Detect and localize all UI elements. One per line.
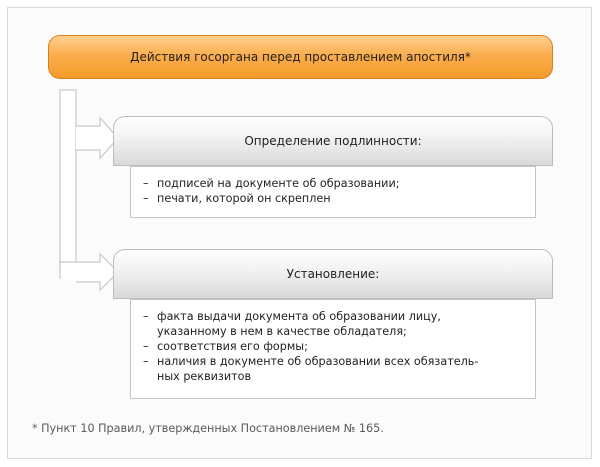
section-2-heading: Установление: <box>286 267 380 281</box>
section-2-body <box>130 299 536 399</box>
list-item: – соответствия его формы; <box>143 340 308 353</box>
section-2-heading-box <box>113 249 553 299</box>
header-title: Действия госоргана перед проставлением апостиля* <box>130 50 471 64</box>
footnote: * Пункт 10 Правил, утвержденных Постановлением № 165. <box>32 422 384 435</box>
list-item: – наличия в документе об образовании всех обязатель- ных реквизитов <box>143 355 479 383</box>
arrow-to-section-1 <box>76 118 118 158</box>
connector-trunk <box>60 90 76 278</box>
list-item: – печати, которой он скреплен <box>143 192 331 205</box>
section-1-body <box>130 166 536 218</box>
section-1-heading-box <box>113 116 553 166</box>
list-item: – подписей на документе об образовании; <box>143 177 400 190</box>
section-1-heading: Определение подлинности: <box>244 134 422 148</box>
header-box <box>48 35 553 79</box>
list-item: – факта выдачи документа об образовании лицу, указанному в нем в качестве обладателя; <box>143 310 441 338</box>
